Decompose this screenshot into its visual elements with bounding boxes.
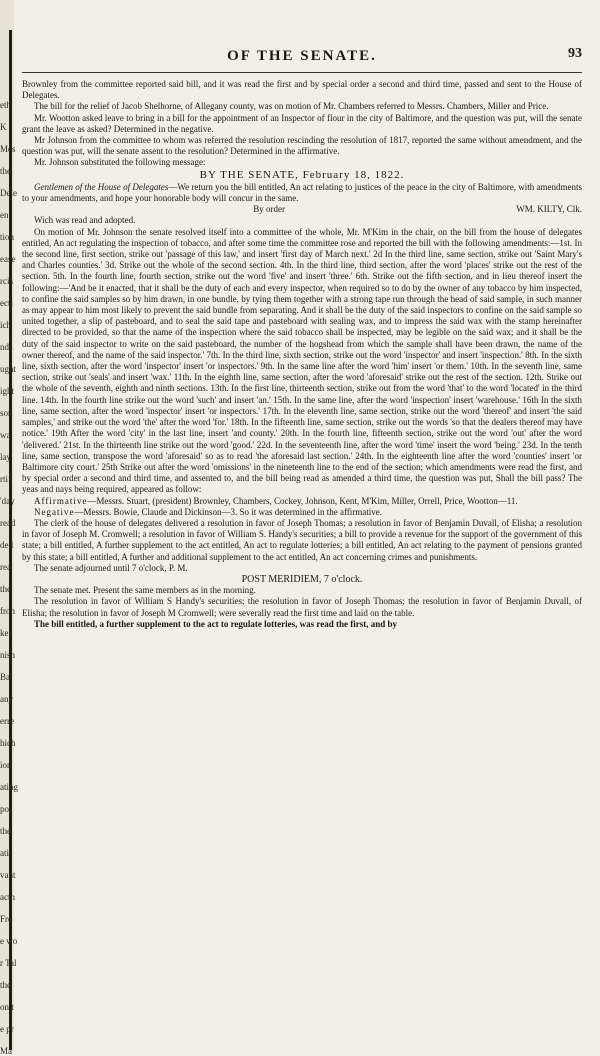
margin-fragment: nds	[0, 342, 13, 352]
margin-fragment: e pr	[0, 1024, 14, 1034]
margin-fragment: ught	[0, 364, 17, 374]
margin-fragment: ating	[0, 782, 18, 792]
message-salutation: Gentlemen of the House of Delegates	[34, 181, 169, 192]
paragraph: Mr. Wootton asked leave to bring in a bill for the appointment of an Inspector of flour in the city of Baltimore, and the question was put, will the senate grant the leave as asked? Determined in the negative.	[22, 112, 582, 134]
margin-fragment: read	[0, 518, 16, 528]
margin-fragment: actn	[0, 892, 15, 902]
page-number: 93	[568, 46, 582, 61]
paragraph: On motion of Mr. Johnson the senate resolved itself into a committee of the whole, Mr. M'Kim in the chair, on the bill from the house of delegates entitled, An act regulating the inspection of tobacco, and after some time the committee rose and reported the bill with the following amendments:—1st. In the second line, first section, strike out 'passage of this law,' and insert 'first day of March next.' 2d In the third line, same section, strike out 'Saint Mary's and Charles counties.' 3d. Strike out the whole of the second section. 4th. In the third line, third section, after the word 'places' strike out the rest of the section. 5th. In the fourth line, fourth section, strike out the word 'five' and insert 'three.' 6th. Strike out the fifth section, and in lieu thereof insert the following:—'And be it enacted, that it shall be the duty of each and every inspector, when required so to do by the owner of any tobacco by him inspected, to confine the said samples so by him drawn, in one bundle, by tying them together with a strong tape run through the head of said sample, in such manner as may appear to him most likely to prevent the said bundle from separating. And it shall be the duty of the said inspectors to confine on the said sample so united together, a slip of pasteboard, and to seal the said tape and pasteboard with sealing wax, and to impress the said wax with the stamp hereinafter directed to be provided, so that the name of the inspection where the said tobacco shall be inspected, may be legible on the said wax; and it shall be the duty of the said inspector to write on the said pasteboard, the number of the hogshead from which the sample shall have been drawn, the name of the owner thereof, and the name of the said inspector.' 7th. In the third line, sixth section, strike out the word 'inspector' and insert 'inspection.' 8th. In the sixth line, sixth section, after the word 'inspector' insert 'or inspectors.' 9th. In the same line after the word 'him' insert 'or them.' 10th. In the seventh line, same section, strike out 'seals' and insert 'wax.' 11th. In the eighth line, same section, after the word 'aforesaid' strike out the rest of the section. 12th. Strike out the whole of the seventh, eighth and ninth sections. 13th. In the first line, thirteenth section, strike out from the word 'that' to the word 'located' in the third line. 14th. In the fourth line strike out the word 'such' and insert 'an.' 15th. In the same line, after the word 'inspection' insert 'warehouse.' 16th In the sixth line, same section, after the word 'inspector' insert 'or inspectors.' 17th. In the eleventh line, same section, strike out the word 'thereof' and insert 'the said samples,' and strike out the word 'the' after the word 'for.' 18th. In the fifteenth line, same section, strike out the words 'so that the dealers thereof may have notice.' 19th After the word 'city' in the last line, insert 'and county.' 20th. In the fourth line, fifteenth section, strike out the word 'out' after the word 'delivered.' 21st. In the thirteenth line strike out the word 'good.' 22d. In the seventeenth line, after the word 'time' insert the word 'being.' 23d. In the tenth line, same section, transpose the word 'aforesaid' so as to read 'the aforesaid last section.' 24th. In the eighteenth line after the word 'counties' insert 'or Baltimore city court.' 25th Strike out after the word 'omissions' in the nineteenth line to the end of the section; which amendments were read the first, and by special order a second and third time, and assented to, and the bill being read as amended a third time, the question was put, Shall the bill pass? The yeas and nays being required, appeared as follow:	[22, 226, 582, 495]
margin-fragment: the	[0, 166, 11, 176]
margin-fragment: the	[0, 826, 11, 836]
paragraph: The senate adjourned until 7 o'clock, P. M.	[34, 562, 188, 573]
negative-votes	[22, 507, 582, 518]
margin-fragment: on t	[0, 1002, 14, 1012]
affirmative-text: —Messrs. Stuart, (president) Brownley, Chambers, Cockey, Johnson, Kent, M'Kim, Miller, Orrell, Price, Wootton—11.	[87, 495, 518, 506]
paragraph: The clerk of the house of delegates delivered a resolution in favor of Joseph Thomas; a resolution in favor of Benjamin Duvall, of Elisha; a resolution in favor of Joseph M. Cromwell; a resolution in favor of William S. Handy's securities; a bill to provide a revenue for the support of the government of this state; a bill entitled, A further supplement to the act entitled, An act to regulate lotteries; a bill entitled, An act relating to the payment of pensions granted by this state; a bill entitled, A further and additional supplement to the act entitled, An act concerning crimes and punishments.	[22, 517, 582, 562]
paragraph: The bill for the relief of Jacob Shelhorne, of Allegany county, was on motion of Mr. Chambers referred to Messrs. Chambers, Miller and Price.	[34, 101, 549, 112]
margin-fragment: ecti	[0, 298, 13, 308]
paragraph: Mr. Johnson substituted the following message:	[34, 157, 206, 168]
margin-fragment: tion	[0, 232, 15, 242]
margin-fragment: vant	[0, 870, 16, 880]
margin-fragment: poi	[0, 804, 12, 814]
margin-fragment: Bal	[0, 672, 13, 682]
post-meridiem-heading: POST MERIDIEM, 7 o'clock.	[241, 573, 363, 585]
margin-fragment: ich	[0, 320, 11, 330]
header-rule	[22, 72, 582, 73]
margin-fragment: wa	[0, 430, 11, 440]
message-text: —We return you the bill entitled, An act relating to justices of the peace in the city of Baltimore, with amendments to your amendments, and hope your honorable body will concur in the same.	[22, 181, 582, 204]
margin-fragment: ent	[0, 210, 11, 220]
margin-fragment: ion	[0, 760, 12, 770]
paragraph: The bill entitled, a further supplement to the act to regulate lotteries, was read the first, and by	[34, 618, 397, 629]
paragraph: The resolution in favor of William S Handy's securities; the resolution in favor of Joseph Thomas; the resolution in favor of Benjamin Duvall, of Elisha; the resolution in favor of Joseph M Cromwell; were severally read the first time and laid on the table.	[22, 596, 582, 618]
paragraph: Wich was read and adopted.	[34, 215, 136, 226]
margin-fragment: erre	[0, 716, 14, 726]
page-header	[22, 46, 582, 68]
margin-fragment: eth	[0, 100, 11, 110]
message-signer: WM. KILTY, Clk.	[516, 204, 582, 215]
margin-fragment: K	[0, 122, 7, 132]
margin-fragment: 'day	[0, 496, 15, 506]
margin-fragment: any	[0, 694, 13, 704]
negative-label: Negative	[34, 506, 75, 517]
margin-fragment: Fre	[0, 914, 12, 924]
margin-fragment: rtif	[0, 474, 11, 484]
margin-fragment: Ma	[0, 1046, 12, 1056]
page-title: OF THE SENATE.	[227, 48, 377, 64]
paragraph: Mr Johnson from the committee to whom was referred the resolution rescinding the resolution of 1817, reported the same without amendment, and the question was put, will the senate assent to the resolution? Determined in the affirmative.	[22, 135, 582, 157]
message-heading: BY THE SENATE, February 18, 1822.	[199, 168, 405, 181]
affirmative-votes	[22, 496, 582, 507]
margin-fragment: ati	[0, 848, 9, 858]
margin-fragment: fron	[0, 606, 15, 616]
margin-fragment: the	[0, 584, 11, 594]
paragraph: Brownley from the committee reported said bill, and it was read the first and by special order a second and third time, passed and sent to the House of Delegates.	[22, 79, 582, 101]
message-by-order: By order	[253, 204, 285, 215]
affirmative-label: Affirmative	[34, 495, 88, 506]
paragraph: The senate met. Present the same members as in the morning.	[34, 585, 256, 596]
margin-fragment: Dele	[0, 188, 17, 198]
margin-fragment: e wo	[0, 936, 18, 946]
margin-fragment: ded	[0, 540, 13, 550]
margin-fragment: the	[0, 980, 11, 990]
margin-fragment: son	[0, 408, 13, 418]
margin-fragment: lay	[0, 452, 11, 462]
margin-fragment: ease	[0, 254, 16, 264]
margin-fragment: ight	[0, 386, 15, 396]
message-body	[22, 182, 582, 204]
margin-fragment: nish	[0, 650, 16, 660]
margin-fragment: ket	[0, 628, 11, 638]
margin-fragment: r Tal	[0, 958, 17, 968]
margin-fragment: Mes	[0, 144, 16, 154]
margin-fragment: hich	[0, 738, 16, 748]
page-body	[22, 79, 582, 630]
negative-text: —Messrs. Bowie, Claude and Dickinson—3. So it was determined in the affirmative.	[74, 506, 383, 517]
margin-fragment: rcis	[0, 276, 13, 286]
margin-fragment: rea	[0, 562, 11, 572]
message-signature	[22, 204, 582, 215]
